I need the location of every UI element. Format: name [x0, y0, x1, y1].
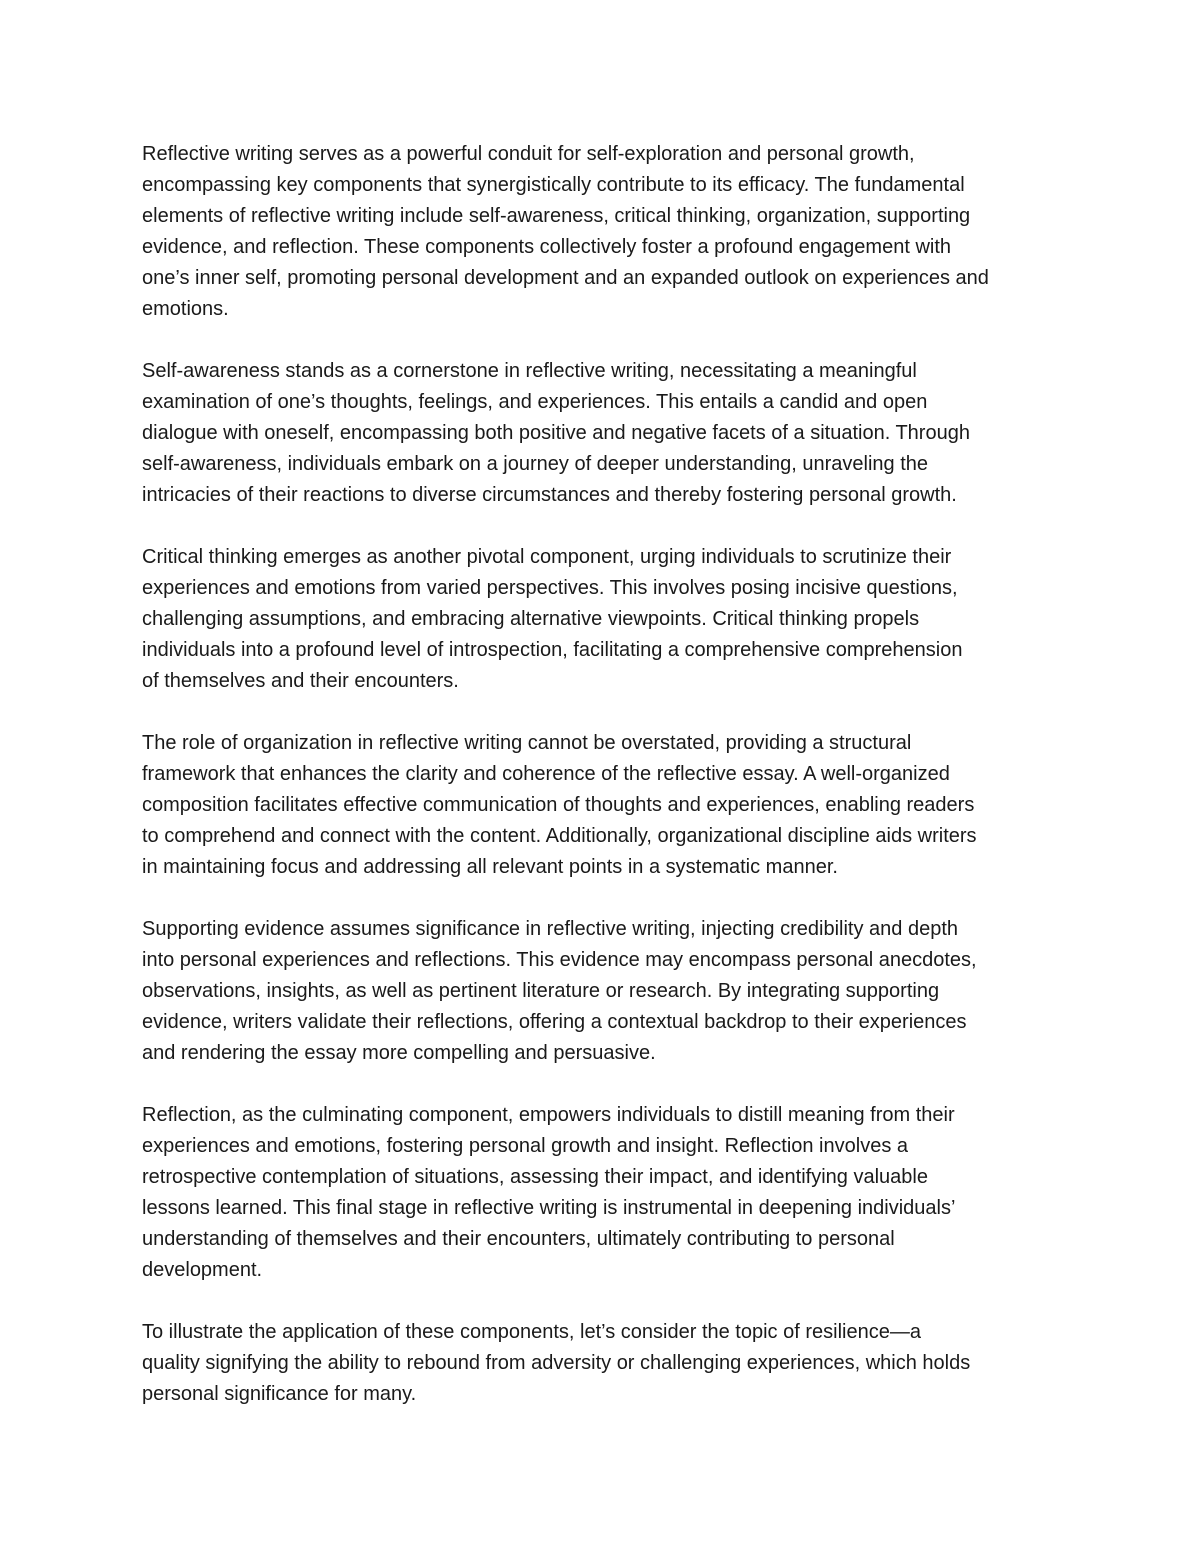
text-line: encompassing key components that synergistically contribute to its efficacy. The fundamental: [142, 174, 965, 196]
text-line: The role of organization in reflective writing cannot be overstated, providing a structural: [142, 732, 912, 754]
text-line: of themselves and their encounters.: [142, 670, 459, 692]
text-line: challenging assumptions, and embracing alternative viewpoints. Critical thinking propels: [142, 608, 920, 630]
paragraph-resilience-example: [142, 1317, 1072, 1410]
text-line: composition facilitates effective communication of thoughts and experiences, enabling readers: [142, 794, 975, 816]
text-line: individuals into a profound level of introspection, facilitating a comprehensive comprehension: [142, 639, 963, 661]
text-line: evidence, writers validate their reflections, offering a contextual backdrop to their experiences: [142, 1011, 967, 1033]
text-line: retrospective contemplation of situations, assessing their impact, and identifying valuable: [142, 1166, 928, 1188]
text-line: self-awareness, individuals embark on a journey of deeper understanding, unraveling the: [142, 453, 929, 475]
text-line: into personal experiences and reflections. This evidence may encompass personal anecdotes,: [142, 949, 977, 971]
text-line: Reflection, as the culminating component, empowers individuals to distill meaning from their: [142, 1104, 955, 1126]
text-line: intricacies of their reactions to diverse circumstances and thereby fostering personal growth.: [142, 484, 957, 506]
text-line: one’s inner self, promoting personal development and an expanded outlook on experiences and: [142, 267, 989, 289]
paragraph-reflection: [142, 1100, 1072, 1286]
paragraph-self-awareness: [142, 356, 1072, 511]
document-body: [142, 139, 1072, 1441]
text-line: Self-awareness stands as a cornerstone in reflective writing, necessitating a meaningful: [142, 360, 917, 382]
text-line: emotions.: [142, 298, 229, 320]
text-line: evidence, and reflection. These components collectively foster a profound engagement with: [142, 236, 952, 258]
text-line: and rendering the essay more compelling and persuasive.: [142, 1042, 656, 1064]
text-line: examination of one’s thoughts, feelings, and experiences. This entails a candid and open: [142, 391, 928, 413]
text-line: framework that enhances the clarity and coherence of the reflective essay. A well-organized: [142, 763, 950, 785]
text-line: quality signifying the ability to rebound from adversity or challenging experiences, which holds: [142, 1352, 971, 1374]
paragraph-supporting-evidence: [142, 914, 1072, 1069]
text-line: Supporting evidence assumes significance in reflective writing, injecting credibility and depth: [142, 918, 958, 940]
paragraph-introduction: [142, 139, 1072, 325]
text-line: understanding of themselves and their encounters, ultimately contributing to personal: [142, 1228, 895, 1250]
text-line: development.: [142, 1259, 263, 1281]
text-line: to comprehend and connect with the content. Additionally, organizational discipline aids writers: [142, 825, 977, 847]
paragraph-critical-thinking: [142, 542, 1072, 697]
text-line: experiences and emotions from varied perspectives. This involves posing incisive questions,: [142, 577, 958, 599]
text-line: To illustrate the application of these components, let’s consider the topic of resilience—a: [142, 1321, 921, 1343]
paragraph-organization: [142, 728, 1072, 883]
text-line: personal significance for many.: [142, 1383, 417, 1405]
text-line: lessons learned. This final stage in reflective writing is instrumental in deepening individuals’: [142, 1197, 956, 1219]
text-line: experiences and emotions, fostering personal growth and insight. Reflection involves a: [142, 1135, 908, 1157]
text-line: Reflective writing serves as a powerful conduit for self-exploration and personal growth,: [142, 143, 915, 165]
text-line: elements of reflective writing include self-awareness, critical thinking, organization, supporting: [142, 205, 971, 227]
text-line: observations, insights, as well as pertinent literature or research. By integrating supporting: [142, 980, 940, 1002]
text-line: in maintaining focus and addressing all relevant points in a systematic manner.: [142, 856, 838, 878]
text-line: dialogue with oneself, encompassing both positive and negative facets of a situation. Through: [142, 422, 970, 444]
text-line: Critical thinking emerges as another pivotal component, urging individuals to scrutinize their: [142, 546, 952, 568]
